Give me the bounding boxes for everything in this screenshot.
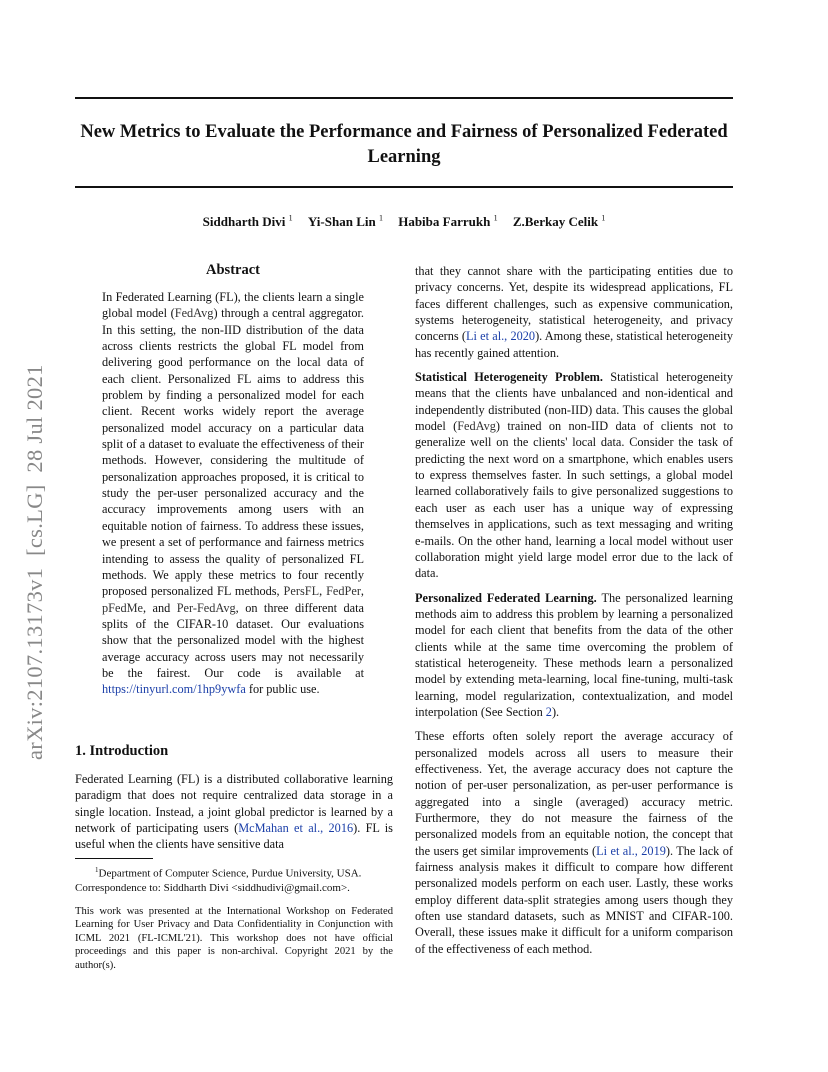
method-name: FedPer bbox=[326, 584, 361, 599]
paragraph-heading: Personalized Federated Learning. bbox=[415, 590, 597, 605]
author-name: Yi-Shan Lin bbox=[307, 214, 376, 230]
introduction-paragraph: Federated Learning (FL) is a distributed collaborative learning paradigm that does not require centralized data storage in a single location. Instead, a joint global predictor is learned by a network of participating users (McMahan et al., 2016). FL is useful when the clients have sensitive data bbox=[75, 772, 393, 852]
footnote-rule bbox=[75, 858, 153, 859]
abstract-heading: Abstract bbox=[206, 262, 260, 278]
affiliation-mark: 1 bbox=[493, 214, 498, 223]
method-name: PersFL bbox=[283, 584, 320, 599]
workshop-note: This work was presented at the International Workshop on Federated Learning for User Privacy and Data Confidentiality in Conjunction with ICML 2021 (FL-ICML'21). This workshop does not have official proceedings and this paper is non-archival. Copyright 2021 by the author(s). bbox=[75, 906, 393, 971]
paragraph: Personalized Federated Learning. The personalized learning methods aim to address this problem by learning a personalized model for each client that benefits from the data of the other clients while at the same time overcoming the problem of statistical heterogeneity. These methods learn a personalized model by extending meta-learning, local fine-tuning, multi-task learning, model regularization, contextualization, and model interpolation (See Section 2). bbox=[415, 590, 734, 719]
author bbox=[398, 214, 497, 229]
author bbox=[513, 214, 605, 229]
code-link[interactable]: https://tinyurl.com/1hp9ywfa bbox=[102, 682, 246, 697]
section-heading-introduction: 1. Introduction bbox=[75, 743, 169, 759]
method-name: pFedMe bbox=[102, 600, 143, 615]
author bbox=[308, 214, 383, 229]
method-name: Per-FedAvg bbox=[176, 600, 236, 615]
affiliation-mark: 1 bbox=[288, 214, 293, 223]
arxiv-identifier: arXiv:2107.13173v1 [cs.LG] 28 Jul 2021 bbox=[22, 364, 47, 760]
affiliation-footnote: $^1$Department of Computer Science, Purdue University, USA. Correspondence to: Siddharth Divi <siddhudivi@gmail.com>. bbox=[75, 866, 362, 894]
paragraph-heading: Statistical Heterogeneity Problem. bbox=[415, 370, 603, 385]
abstract-body: In Federated Learning (FL), the clients learn a single global model (FedAvg) through a central aggregator. In this setting, the non-IID distribution of the data across clients restricts the global FL model from delivering good performance on the local data of each client. Personalized FL aims to address this problem by finding a personalized model for each client. Recent works widely report the average personalized model accuracy on a particular data split of a dataset to evaluate the effectiveness of their methods. However, considering the multitude of personalization approaches proposed, it is critical to study the per-user personalized accuracy and the accuracy improvements among users with an equitable notion of fairness. To address these issues, we present a set of performance and fairness metrics intending to assess the quality of personalized FL methods. We apply these metrics to four recently proposed personalized FL methods, PersFL, FedPer, pFedMe, and Per-FedAvg, on three different data splits of the CIFAR-10 dataset. Our evaluations show that the personalized model with the highest average accuracy across users may not necessarily be the fairest. Our code is available at https://tinyurl.com/1hp9ywfa for public use. bbox=[102, 290, 364, 697]
paragraph: Statistical Heterogeneity Problem. Statistical heterogeneity means that the clients have unbalanced and non-identical and independently distributed (non-IID) data. This causes the global model (FedAvg) trained on non-IID data of clients not to generalize well on the clients' local data. Consider the task of predicting the next word on a smartphone, which enables users to express themselves faster. In such settings, a global model learned collaboratively fails to give personalized suggestions to each user as each user has a unique way of expressing themselves in applications, such as text messaging and writing e-mails. On the other hand, learning a local model without user collaboration might yield large model error due to the lack of data. bbox=[415, 370, 733, 581]
affiliation-mark: 1 bbox=[601, 214, 606, 223]
top-rule bbox=[75, 97, 733, 99]
right-column bbox=[415, 263, 733, 957]
author-name: Z.Berkay Celik bbox=[512, 214, 599, 230]
paragraph: that they cannot share with the participating entities due to privacy concerns. Yet, despite its widespread applications, FL faces different challenges, such as expensive communication, systems heterogeneity, statistical heterogeneity, and privacy concerns (Li et al., 2020). Among these, statistical heterogeneity has recently gained attention. bbox=[415, 264, 733, 360]
author bbox=[203, 214, 293, 229]
paper-title: New Metrics to Evaluate the Performance and Fairness of Personalized Federated Learning bbox=[80, 122, 728, 167]
author-name: Habiba Farrukh bbox=[398, 214, 491, 230]
method-name: FedAvg bbox=[457, 419, 496, 434]
citation-link[interactable]: Li et al., 2019 bbox=[596, 843, 666, 858]
section-ref-link[interactable]: 2 bbox=[545, 704, 552, 719]
title-bottom-rule bbox=[75, 186, 733, 188]
citation-link[interactable]: Li et al., 2020 bbox=[466, 329, 536, 344]
author-list bbox=[75, 214, 733, 230]
paragraph: These efforts often solely report the average accuracy of personalized models across all users to measure their effectiveness. Yet, the average accuracy does not capture the notion of per-user personalization, as per-user performance is aggregated into a single (averaged) accuracy metric. Furthermore, they do not measure the fairness of the personalized models from an equitable notion, the concept that the users get similar improvements (Li et al., 2019). The lack of fairness analysis makes it difficult to compare how different personalized models perform on each user. Lastly, these works employ different data-split strategies among users though they often use standard datasets, such as MNIST and CIFAR-100. Overall, these issues make it difficult for a uniform comparison of the effectiveness of each method. bbox=[415, 729, 733, 956]
method-name: FedAvg bbox=[174, 306, 214, 321]
author-name: Siddharth Divi bbox=[202, 214, 286, 230]
citation-link[interactable]: McMahan et al., 2016 bbox=[238, 821, 354, 836]
affiliation-mark: 1 bbox=[378, 214, 383, 223]
